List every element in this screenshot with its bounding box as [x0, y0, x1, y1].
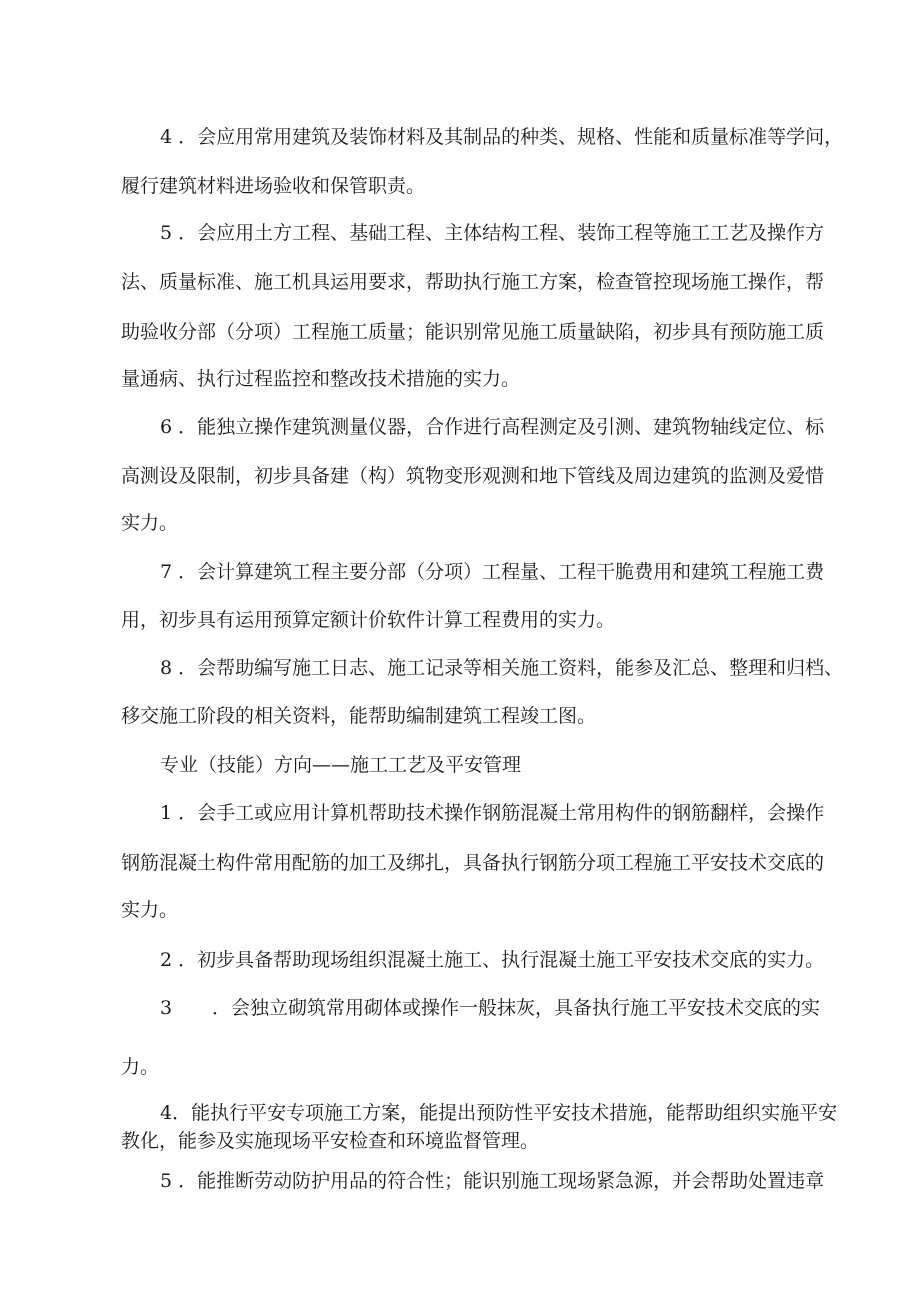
paragraph-line: 2 ．初步具备帮助现场组织混凝土施工、执行混凝土施工平安技术交底的实力。	[160, 949, 825, 971]
paragraph-line: 6 ．能独立操作建筑测量仪器，合作进行高程测定及引测、建筑物轴线定位、标	[160, 416, 825, 438]
paragraph-line: 4．能执行平安专项施工方案，能提出预防性平安技术措施，能帮助组织实施平安	[160, 1102, 838, 1124]
paragraph-line: 履行建筑材料进场验收和保管职责。	[121, 175, 426, 197]
paragraph-line: 8 ．会帮助编写施工日志、施工记录等相关施工资料，能参及汇总、整理和归档、	[160, 657, 844, 679]
paragraph-line: 钢筋混凝土构件常用配筋的加工及绑扎，具备执行钢筋分项工程施工平安技术交底的	[121, 852, 825, 874]
paragraph-line: 5 ．能推断劳动防护用品的符合性；能识别施工现场紧急源，并会帮助处置违章	[160, 1170, 825, 1192]
paragraph-line: 移交施工阶段的相关资料，能帮助编制建筑工程竣工图。	[121, 705, 597, 727]
paragraph-line: 1 ．会手工或应用计算机帮助技术操作钢筋混凝土常用构件的钢筋翻样，会操作	[160, 802, 825, 824]
paragraph-line: 法、质量标准、施工机具运用要求，帮助执行施工方案，检查管控现场施工操作，帮	[121, 271, 825, 293]
list-number: 3	[160, 997, 173, 1019]
paragraph-line: ．会独立砌筑常用砌体或操作一般抹灰，具备执行施工平安技术交底的实	[212, 997, 821, 1019]
paragraph-line: 实力。	[121, 899, 179, 921]
paragraph-line: 力。	[121, 1056, 160, 1078]
paragraph-line: 实力。	[121, 512, 179, 534]
paragraph-line: 用，初步具有运用预算定额计价软件计算工程费用的实力。	[121, 609, 616, 631]
paragraph-line: 教化，能参及实施现场平安检查和环境监督管理。	[121, 1130, 540, 1152]
paragraph-line: 量通病、执行过程监控和整改技术措施的实力。	[121, 368, 521, 390]
paragraph-line: 高测设及限制，初步具备建（构）筑物变形观测和地下管线及周边建筑的监测及爱惜	[121, 465, 825, 487]
section-heading: 专业（技能）方向——施工工艺及平安管理	[160, 754, 522, 776]
paragraph-line: 4 ．会应用常用建筑及装饰材料及其制品的种类、规格、性能和质量标准等学问，	[160, 126, 844, 148]
paragraph-line: 5 ．会应用土方工程、基础工程、主体结构工程、装饰工程等施工工艺及操作方	[160, 222, 825, 244]
paragraph-line: 7 ．会计算建筑工程主要分部（分项）工程量、工程干脆费用和建筑工程施工费	[160, 561, 825, 583]
paragraph-line: 助验收分部（分项）工程施工质量；能识别常见施工质量缺陷，初步具有预防施工质	[121, 321, 825, 343]
